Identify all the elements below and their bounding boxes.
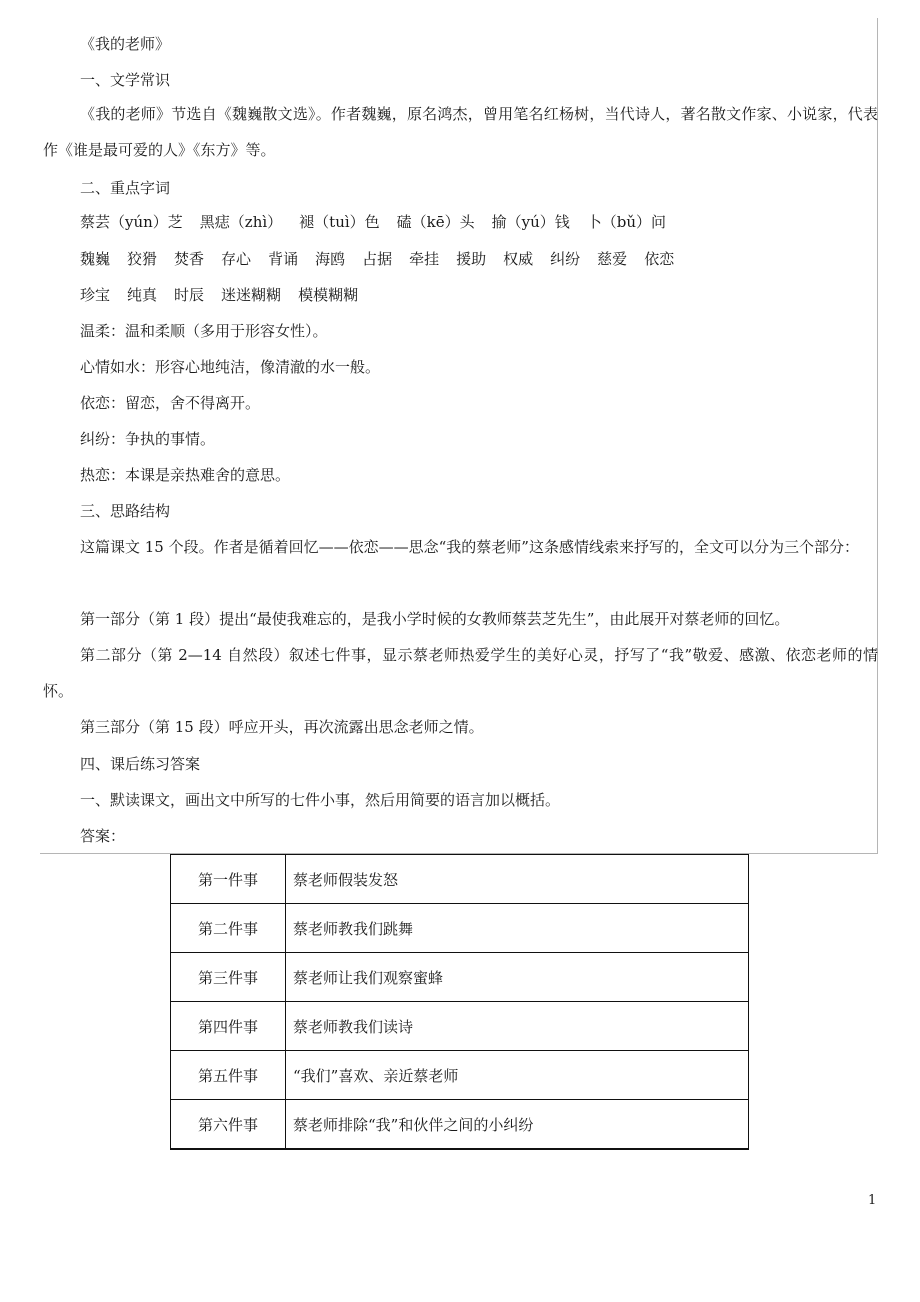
vocab-word: 时辰 bbox=[174, 286, 205, 304]
vocab-word: 珍宝 bbox=[80, 286, 111, 304]
vocab-word: 揄（yú）钱 bbox=[491, 213, 570, 231]
section-3-part-2: 第二部分（第 2—14 自然段）叙述七件事，显示蔡老师热爱学生的美好心灵，抒写了“我”敬爱、感激、依恋老师的情怀。 bbox=[43, 646, 878, 700]
event-label: 第二件事 bbox=[171, 904, 286, 953]
event-content: 蔡老师教我们读诗 bbox=[286, 1002, 749, 1051]
table-row bbox=[171, 1051, 749, 1100]
vocab-word: 纯真 bbox=[127, 286, 158, 304]
event-content: 蔡老师教我们跳舞 bbox=[286, 904, 749, 953]
vocab-word: 魏巍 bbox=[80, 250, 111, 268]
answer-label: 答案： bbox=[80, 827, 126, 845]
vocab-word: 迷迷糊糊 bbox=[221, 286, 282, 304]
vocab-word: 狡猾 bbox=[127, 250, 158, 268]
section-4-heading: 四、课后练习答案 bbox=[80, 755, 201, 773]
page-number: 1 bbox=[868, 1193, 877, 1208]
vocab-word: 褪（tuì）色 bbox=[299, 213, 380, 231]
definition-item: 依恋：留恋，舍不得离开。 bbox=[80, 394, 261, 412]
section-1-heading: 一、文学常识 bbox=[80, 71, 171, 89]
section-3-intro: 这篇课文 15 个段。作者是循着回忆——依恋——思念“我的蔡老师”这条感情线索来抒写的，全文可以分为三个部分： bbox=[80, 538, 859, 556]
vocab-word: 海鸥 bbox=[315, 250, 346, 268]
section-3-part-3: 第三部分（第 15 段）呼应开头，再次流露出思念老师之情。 bbox=[80, 718, 484, 736]
event-label: 第五件事 bbox=[171, 1051, 286, 1100]
vocab-word: 援助 bbox=[456, 250, 487, 268]
exercise-question: 一、默读课文，画出文中所写的七件小事，然后用简要的语言加以概括。 bbox=[80, 791, 561, 809]
vocab-word: 权威 bbox=[503, 250, 534, 268]
event-label: 第三件事 bbox=[171, 953, 286, 1002]
event-label: 第六件事 bbox=[171, 1100, 286, 1150]
vocab-word: 磕（kē）头 bbox=[396, 213, 475, 231]
section-1-paragraph: 《我的老师》节选自《魏巍散文选》。作者魏巍，原名鸿杰，曾用笔名红杨树，当代诗人，著名散文作家、小说家，代表作《谁是最可爱的人》《东方》等。 bbox=[43, 105, 878, 159]
event-content: 蔡老师让我们观察蜜蜂 bbox=[286, 953, 749, 1002]
section-3-heading: 三、思路结构 bbox=[80, 502, 171, 520]
event-content: 蔡老师假装发怒 bbox=[286, 855, 749, 904]
section-2-heading: 二、重点字词 bbox=[80, 179, 171, 197]
vocab-word: 依恋 bbox=[644, 250, 675, 268]
vocab-row-1 bbox=[80, 212, 683, 232]
event-label: 第一件事 bbox=[171, 855, 286, 904]
definition-item: 温柔：温和柔顺（多用于形容女性）。 bbox=[80, 322, 328, 340]
document-title: 《我的老师》 bbox=[80, 35, 171, 53]
event-label: 第四件事 bbox=[171, 1002, 286, 1051]
vocab-row-2 bbox=[80, 249, 691, 269]
vocab-word: 焚香 bbox=[174, 250, 205, 268]
vocab-word: 牵挂 bbox=[409, 250, 440, 268]
table-row bbox=[171, 953, 749, 1002]
table-row bbox=[171, 855, 749, 904]
events-table bbox=[170, 854, 749, 1150]
vocab-word: 占据 bbox=[362, 250, 393, 268]
vocab-word: 卜（bǔ）问 bbox=[586, 213, 667, 231]
definition-item: 纠纷：争执的事情。 bbox=[80, 430, 216, 448]
vocab-word: 蔡芸（yún）芝 bbox=[80, 213, 183, 231]
definition-item: 热恋：本课是亲热难舍的意思。 bbox=[80, 466, 291, 484]
vocab-word: 背诵 bbox=[268, 250, 299, 268]
event-content: 蔡老师排除“我”和伙伴之间的小纠纷 bbox=[286, 1100, 749, 1150]
vocab-word: 纠纷 bbox=[550, 250, 581, 268]
table-row bbox=[171, 1002, 749, 1051]
vocab-word: 存心 bbox=[221, 250, 252, 268]
vocab-word: 模模糊糊 bbox=[298, 286, 359, 304]
vocab-row-3 bbox=[80, 285, 375, 305]
definition-item: 心情如水：形容心地纯洁，像清澈的水一般。 bbox=[80, 358, 381, 376]
table-row bbox=[171, 904, 749, 953]
section-3-part-1: 第一部分（第 1 段）提出“最使我难忘的，是我小学时候的女教师蔡芸芝先生”，由此展开对蔡老师的回忆。 bbox=[80, 610, 790, 628]
vocab-word: 慈爱 bbox=[597, 250, 628, 268]
table-row bbox=[171, 1100, 749, 1150]
event-content: “我们”喜欢、亲近蔡老师 bbox=[286, 1051, 749, 1100]
vocab-word: 黑痣（zhì） bbox=[199, 213, 283, 231]
